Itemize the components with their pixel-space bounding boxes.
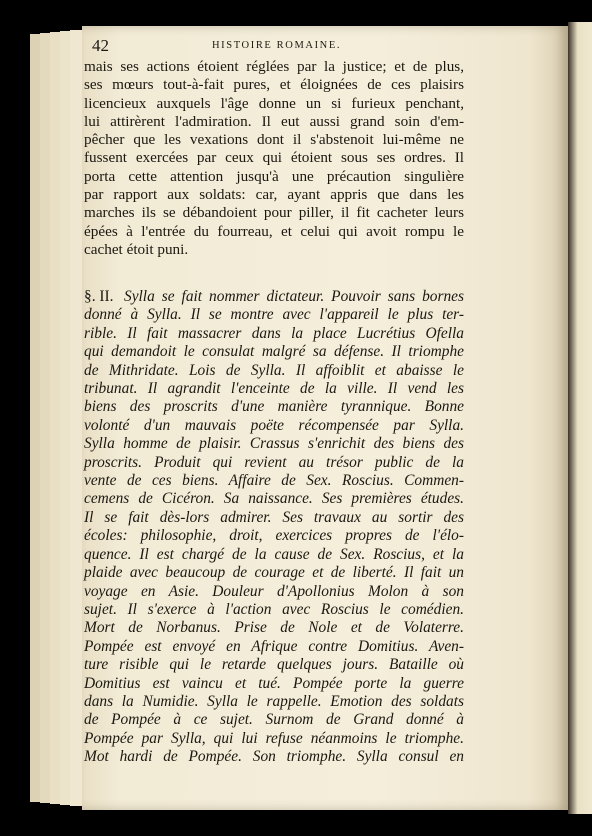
- summary-line: vente de ces biens. Affaire de Sex. Roscius. Commen-: [84, 472, 464, 490]
- summary-line: de Mithridate. Lois de Sylla. Il affoiblit et abaisse le: [84, 361, 464, 379]
- summary-line: ture risible qui le retarde quelques jours. Bataille où: [84, 656, 464, 674]
- summary-line: plaide avec beaucoup de courage et de liberté. Il fait un: [84, 564, 464, 582]
- page-number: 42: [92, 36, 109, 55]
- text-line: lui attirèrent l'admiration. Il eut aussi grand soin d'em-: [84, 112, 464, 130]
- summary-line: voyage en Asie. Douleur d'Apollonius Molon à son: [84, 582, 464, 600]
- summary-line: quence. Il est chargé de la cause de Sex. Roscius, et la: [84, 545, 464, 563]
- summary-line: volonté d'un mauvais poëte récompensée par Sylla.: [84, 416, 464, 434]
- summary-line: écoles: philosophie, droit, exercices propres de l'élo-: [84, 527, 464, 545]
- summary-line: Pompée est envoyé en Afrique contre Domitius. Aven-: [84, 637, 464, 655]
- text-line: porta cette attention jusqu'à une précaution singulière: [84, 167, 464, 185]
- text-line: épées à l'entrée du fourreau, et celui qui avoit rompu le: [84, 222, 464, 240]
- text-line: licencieux auxquels l'âge donne un si furieux penchant,: [84, 94, 464, 112]
- text-line: pêcher que les vexations dont il s'abstenoit lui-même ne: [84, 131, 464, 149]
- summary-line: Sylla homme de plaisir. Crassus s'enrichit des biens des: [84, 435, 464, 453]
- body-paragraph: [84, 58, 464, 259]
- summary-line: tribunat. Il agrandit l'enceinte de la ville. Il vend les: [84, 380, 464, 398]
- text-line: fussent exercées par ceux qui étoient sous ses ordres. Il: [84, 149, 464, 167]
- text-line: ses mœurs tout-à-fait pures, et éloignées de ces plaisirs: [84, 76, 464, 94]
- summary-line: Domitius est vaincu et tué. Pompée porte la guerre: [84, 674, 464, 692]
- text-line: par rapport aux soldats: car, ayant appris que dans les: [84, 186, 464, 204]
- summary-line: biens des proscrits d'une manière tyrannique. Bonne: [84, 398, 464, 416]
- text-line: cachet étoit puni.: [84, 240, 189, 258]
- summary-line: Sylla se fait nommer dictateur. Pouvoir sans bornes: [124, 288, 464, 305]
- summary-line: de Pompée à ce sujet. Surnom de Grand donné à: [84, 711, 464, 729]
- summary-line: donné à Sylla. Il se montre avec l'appareil le plus ter-: [84, 306, 464, 324]
- facing-page-edge: [568, 22, 592, 814]
- summary-line: Il se fait dès-lors admirer. Ses travaux au sortir des: [84, 508, 464, 526]
- text-line: marches ils se débandoient pour piller, il fit cacheter leurs: [84, 204, 464, 222]
- summary-line: dans la Numidie. Sylla le rappelle. Emotion des soldats: [84, 692, 464, 710]
- summary-line: Pompée par Sylla, qui lui refuse néanmoins le triomphe.: [84, 729, 464, 747]
- running-title: HISTOIRE ROMAINE.: [212, 40, 342, 51]
- summary-line: cemens de Cicéron. Sa naissance. Ses premières études.: [84, 490, 464, 508]
- summary-line: Mort de Norbanus. Prise de Nole et de Volaterre.: [84, 619, 464, 637]
- summary-line: proscrits. Produit qui revient au trésor public de la: [84, 453, 464, 471]
- summary-line: rible. Il fait massacrer dans la place Lucrétius Ofella: [84, 324, 464, 342]
- summary-line: qui demandoit le consulat malgré sa défense. Il triomphe: [84, 343, 464, 361]
- text-line: mais ses actions étoient réglées par la justice; et de plus,: [84, 58, 464, 75]
- summary-line: Mot hardi de Pompée. Son triomphe. Sylla consul en: [84, 748, 464, 766]
- section-mark: §. II.: [84, 288, 114, 305]
- section-summary: [84, 288, 464, 767]
- summary-line: sujet. Il s'exerce à l'action avec Roscius le comédien.: [84, 600, 464, 618]
